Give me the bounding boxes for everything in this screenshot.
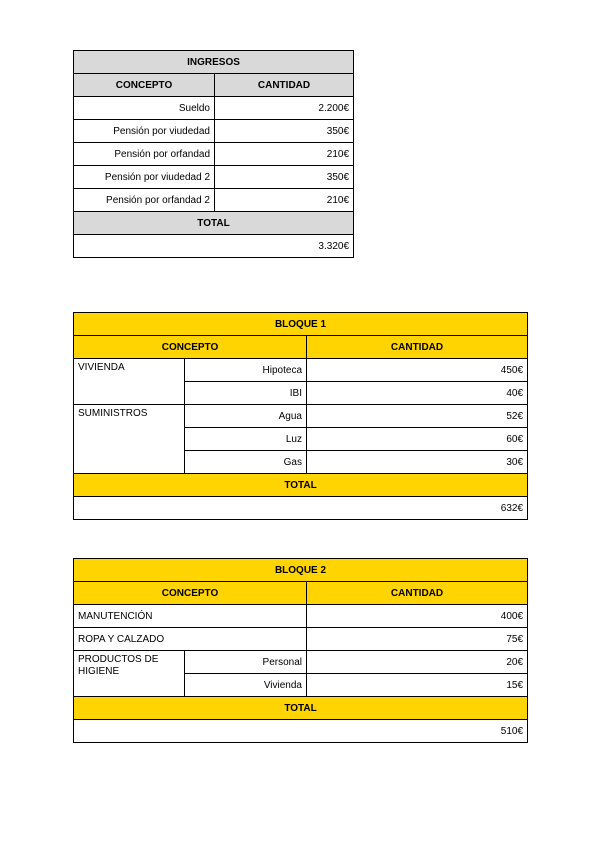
- row-concept: ROPA Y CALZADO: [74, 628, 307, 651]
- table-row: [74, 605, 528, 628]
- row-amount: 60€: [307, 428, 528, 451]
- ingresos-total-label: TOTAL: [74, 212, 354, 235]
- ingresos-title: INGRESOS: [74, 51, 354, 74]
- bloque1-table: [73, 312, 528, 520]
- row-concept: Agua: [185, 405, 307, 428]
- row-amount: 40€: [307, 382, 528, 405]
- row-concept: Pensión por orfandad: [74, 143, 215, 166]
- table-row: [74, 97, 354, 120]
- table-row: [74, 120, 354, 143]
- row-concept: Vivienda: [185, 674, 307, 697]
- row-concept: Gas: [185, 451, 307, 474]
- bloque1-col-concept: CONCEPTO: [74, 336, 307, 359]
- ingresos-col-concept: CONCEPTO: [74, 74, 215, 97]
- row-amount: 210€: [215, 189, 354, 212]
- table-row: [74, 189, 354, 212]
- table-row: [74, 143, 354, 166]
- row-amount: 350€: [215, 120, 354, 143]
- bloque2-total-label: TOTAL: [74, 697, 528, 720]
- row-concept: Pensión por orfandad 2: [74, 189, 215, 212]
- row-concept: Luz: [185, 428, 307, 451]
- row-amount: 52€: [307, 405, 528, 428]
- row-concept: MANUTENCIÓN: [74, 605, 307, 628]
- row-concept: Personal: [185, 651, 307, 674]
- row-amount: 20€: [307, 651, 528, 674]
- ingresos-col-amount: CANTIDAD: [215, 74, 354, 97]
- row-concept: Pensión por viudedad 2: [74, 166, 215, 189]
- row-amount: 350€: [215, 166, 354, 189]
- row-amount: 30€: [307, 451, 528, 474]
- bloque1-total-label: TOTAL: [74, 474, 528, 497]
- bloque1-total-value: 632€: [74, 497, 528, 520]
- row-amount: 450€: [307, 359, 528, 382]
- category-cell: PRODUCTOS DE HIGIENE: [74, 651, 185, 697]
- bloque2-col-amount: CANTIDAD: [307, 582, 528, 605]
- row-amount: 2.200€: [215, 97, 354, 120]
- category-cell: VIVIENDA: [74, 359, 185, 405]
- row-concept: Pensión por viudedad: [74, 120, 215, 143]
- table-row: [74, 166, 354, 189]
- table-row: [74, 359, 528, 382]
- bloque2-col-concept: CONCEPTO: [74, 582, 307, 605]
- bloque2-total-value: 510€: [74, 720, 528, 743]
- row-amount: 210€: [215, 143, 354, 166]
- ingresos-total-value: 3.320€: [74, 235, 354, 258]
- row-concept: Hipoteca: [185, 359, 307, 382]
- row-amount: 75€: [307, 628, 528, 651]
- table-row: [74, 628, 528, 651]
- table-row: [74, 405, 528, 428]
- row-amount: 400€: [307, 605, 528, 628]
- row-concept: Sueldo: [74, 97, 215, 120]
- bloque1-col-amount: CANTIDAD: [307, 336, 528, 359]
- table-row: [74, 651, 528, 674]
- category-cell: SUMINISTROS: [74, 405, 185, 474]
- ingresos-table: [73, 50, 354, 258]
- row-concept: IBI: [185, 382, 307, 405]
- bloque2-title: BLOQUE 2: [74, 559, 528, 582]
- bloque1-title: BLOQUE 1: [74, 313, 528, 336]
- bloque2-table: [73, 558, 528, 743]
- row-amount: 15€: [307, 674, 528, 697]
